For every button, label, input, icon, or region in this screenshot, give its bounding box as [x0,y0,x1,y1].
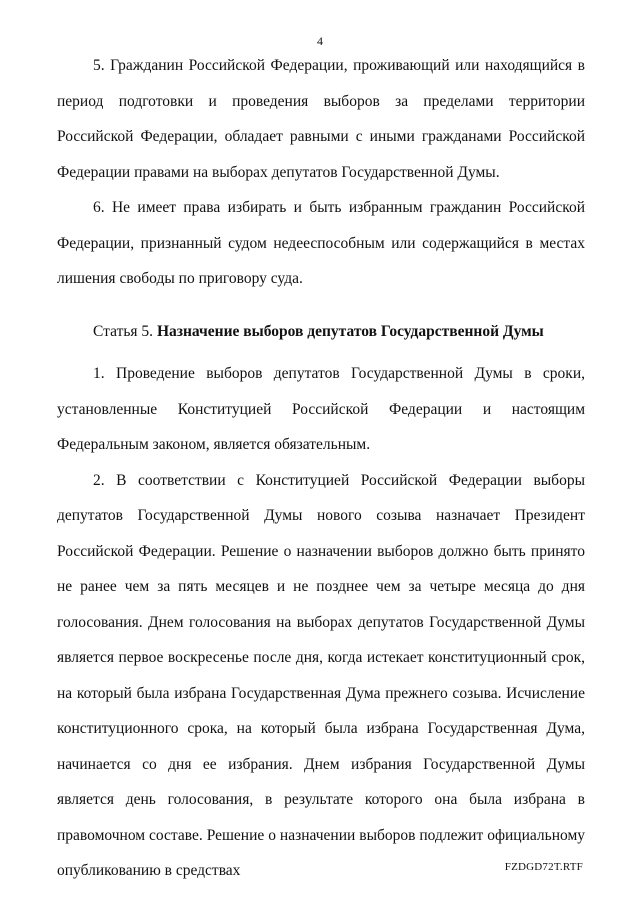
spacer [57,297,585,314]
article-heading [57,314,585,350]
article5-paragraph-1: 1. Проведение выборов депутатов Государственной Думы в сроки, установленные Конституцией Российской Федерации и настоящим Федеральным законом, является обязательным. [57,365,585,453]
document-body [57,48,585,889]
file-name-footer: FZDGD72T.RTF [504,861,583,873]
spacer [57,349,585,356]
paragraph-5: 5. Гражданин Российской Федерации, проживающий или находящийся в период подготовки и проведения выборов за пределами территории Российской Федерации, обладает равными с иными гражданами Российской Федерации правами на выборах депутатов Государственной Думы. [57,57,585,181]
article-title: Назначение выборов депутатов Государственной Думы [156,322,544,340]
paragraph-6: 6. Не имеет права избирать и быть избранным гражданин Российской Федерации, признанный судом недееспособным или содержащийся в местах лишения свободы по приговору суда. [57,199,585,287]
article5-paragraph-2: 2. В соответствии с Конституцией Российской Федерации выборы депутатов Государственной Думы нового созыва назначает Президент Российской Федерации. Решение о назначении выборов должно быть принято не ранее чем за пять месяцев и не позднее чем за четыре месяца до дня голосования. Днем голосования на выборах депутатов Государственной Думы является первое воскресенье после дня, когда истекает конституционный срок, на который была избрана Государственная Дума прежнего созыва. Исчисление конституционного срока, на который была избрана Государственная Дума, начинается со дня ее избрания. Днем избрания Государственной Думы является день голосования, в результате которого она была избрана в правомочном составе. Решение о назначении выборов подлежит официальному опубликованию в средствах [57,471,585,879]
page-number: 4 [317,34,323,48]
article-prefix: Статья 5. [93,322,154,340]
